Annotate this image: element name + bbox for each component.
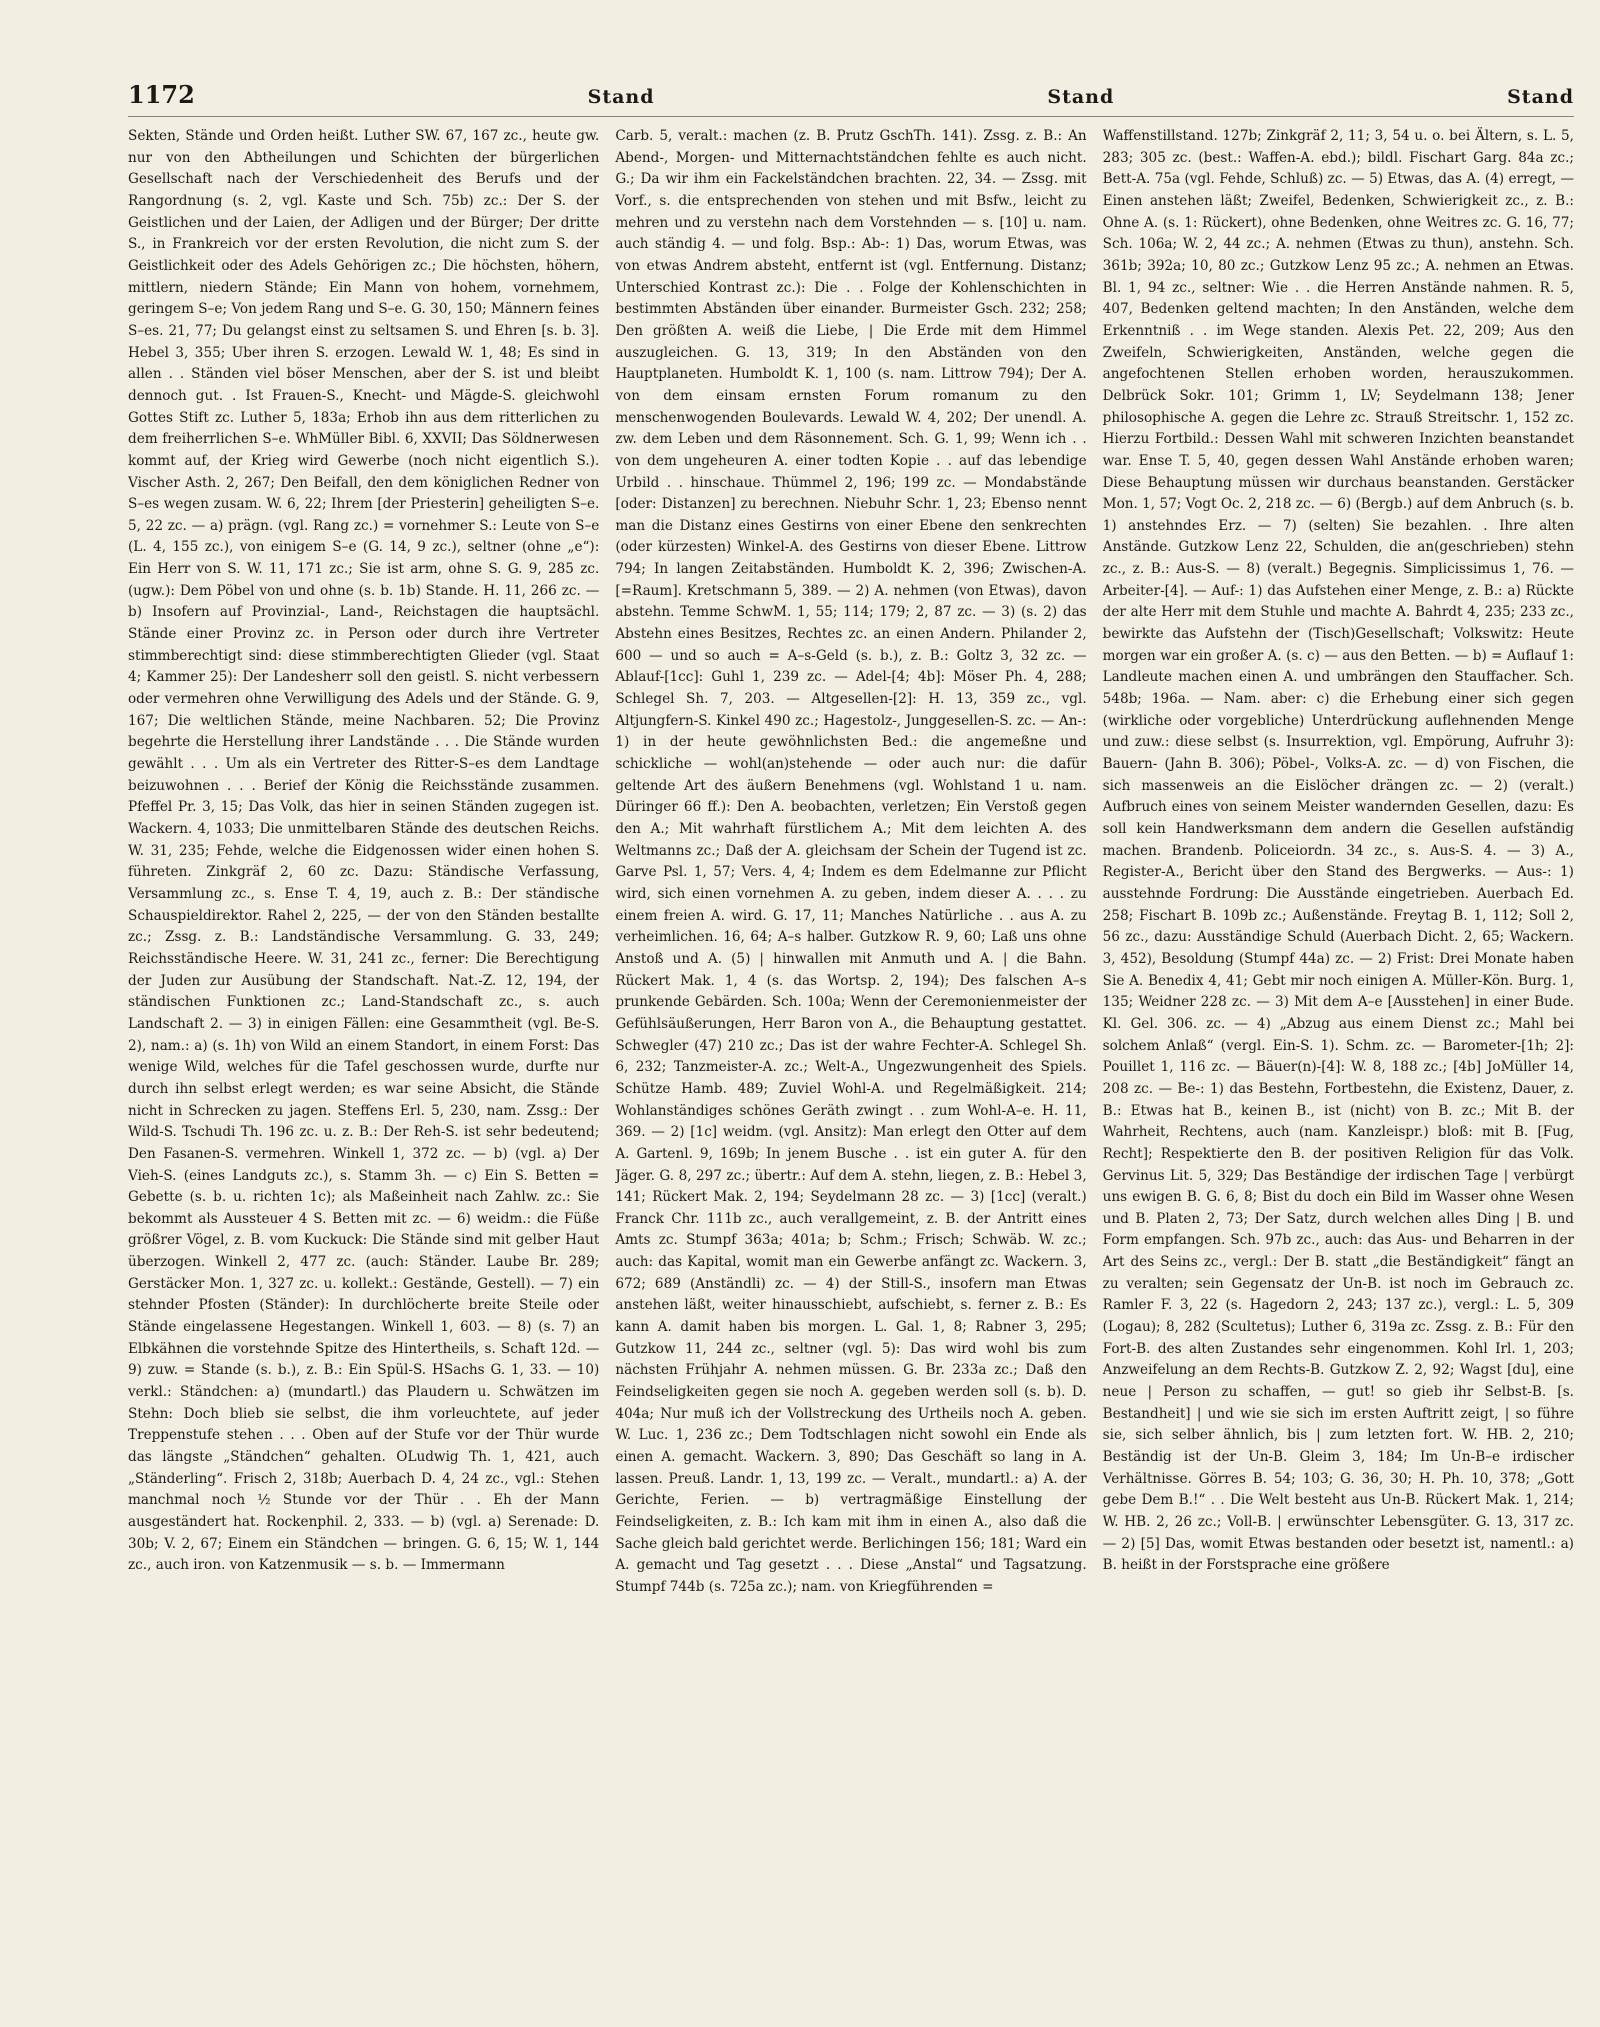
running-headword-right: Stand bbox=[1507, 86, 1574, 108]
column-middle: Carb. 5, veralt.: machen (z. B. Prutz GschTh. 141). Zssg. z. B.: An Abend-, Morgen- und Mitternachtständchen fehlte es auch nicht. G.; Da wir ihm ein Fackelständchen brachten. 22, 34. — Zssg. mit Vorf., s. die entsprechenden von stehen und mit Bsfw., leicht zu mehren und zu verstehn nach dem Vorstehnden — s. [10] u. nam. auch ständig 4. — und folg. Bsp.: Ab-: 1) Das, worum Etwas, was von etwas Andrem absteht, entfernt ist (vgl. Entfernung. Distanz; Unterschied Kontrast zc.): Die . . Folge der Kohlenschichten in bestimmten Abständen über einander. Burmeister Gsch. 232; 258; Den größten A. weiß die Liebe, | Die Erde mit dem Himmel auszugleichen. G. 13, 319; In den Abständen von den Hauptplaneten. Humboldt K. 1, 100 (s. nam. Littrow 794); Der A. von dem einsam ernsten Forum romanum zu den menschenwogenden Boulevards. Lewald W. 4, 202; Der unendl. A. zw. dem Leben und dem Räsonnement. Sch. G. 1, 99; Wenn ich . . von dem ungeheuren A. einer todten Kopie . . auf das lebendige Urbild . . hinschaue. Thümmel 2, 196; 199 zc. — Mondabstände [oder: Distanzen] zu berechnen. Niebuhr Schr. 1, 23; Ebenso nennt man die Distanz eines Gestirns von einer Ebene den senkrechten (oder kürzesten) Winkel-A. des Gestirns von dieser Ebene. Littrow 794; In langen Zeitabständen. Humboldt K. 2, 396; Zwischen-A. [=Raum]. Kretschmann 5, 389. — 2) A. nehmen (von Etwas), davon abstehn. Temme SchwM. 1, 55; 114; 179; 2, 87 zc. — 3) (s. 2) das Abstehn eines Besitzes, Rechtes zc. an einen Andern. Philander 2, 600 — und so auch = A–s-Geld (s. b.), z. B.: Goltz 3, 32 zc. — Ablauf-[1cc]: Guhl 1, 239 zc. — Adel-[4; 4b]: Möser Ph. 4, 288; Schlegel Sh. 7, 203. — Altgesellen-[2]: H. 13, 359 zc., vgl. Altjungfern-S. Kinkel 490 zc.; Hagestolz-, Junggesellen-S. zc. — An-: 1) in der heute gewöhnlichsten Bed.: die angemeßne und schickliche — wohl(an)stehende — oder auch nur: die dafür geltende Art des äußern Benehmens (vgl. Wohlstand 1 u. nam. Düringer 66 ff.): Den A. beobachten, verletzen; Ein Verstoß gegen den A.; Mit wahrhaft fürstlichem A.; Mit dem leichten A. des Weltmanns zc.; Daß der A. gleichsam der Schein der Tugend ist zc. Garve Psl. 1, 57; Vers. 4, 4; Indem es dem Edelmanne zur Pflicht wird, sich einen vornehmen A. zu geben, indem dieser A. . . . zu einem freien A. wird. G. 17, 11; Manches Natürliche . . aus A. zu verheimlichen. 16, 64; A–s halber. Gutzkow R. 9, 60; Laß uns ohne Anstoß und A. (5) | hinwallen mit Anmuth und A. | die Bahn. Rückert Mak. 1, 4 (s. das Wortsp. 2, 194); Des falschen A–s prunkende Gebärden. Sch. 100a; Wenn der Ceremonienmeister der Gefühlsäußerungen, Herr Baron von A., die Behauptung gestattet. Schwegler (47) 210 zc.; Das ist der wahre Fechter-A. Schlegel Sh. 6, 232; Tanzmeister-A. zc.; Welt-A., Ungezwungenheit des Spiels. Schütze Hamb. 489; Zuviel Wohl-A. und Regelmäßigkeit. 214; Wohlanständiges schönes Geräth zwingt . . zum Wohl-A–e. H. 11, 369. — 2) [1c] weidm. (vgl. Ansitz): Man erlegt den Otter auf dem A. Gartenl. 9, 169b; In jenem Busche . . ist ein guter A. für den Jäger. G. 8, 297 zc.; übertr.: Auf dem A. stehn, liegen, z. B.: Hebel 3, 141; Rückert Mak. 2, 194; Seydelmann 28 zc. — 3) [1cc] (veralt.) Franck Chr. 111b zc., auch verallgemeint, z. B. der Antritt eines Amts zc. Stumpf 363a; 401a; b; Schm.; Frisch; Schwäb. W. zc.; auch: das Kapital, womit man ein Gewerbe anfängt zc. Wackern. 3, 672; 689 (Anständli) zc. — 4) der Still-S., insofern man Etwas anstehen läßt, weiter hinausschiebt, aufschiebt, s. ferner z. B.: Es kann A. damit haben bis morgen. L. Gal. 1, 8; Rabner 3, 295; Gutzkow 11, 244 zc., seltner (vgl. 5): Das wird wohl bis zum nächsten Frühjahr A. nehmen müssen. G. Br. 233a zc.; Daß den Feindseligkeiten gegen sie noch A. gegeben werden soll (s. b). D. 404a; Nur muß ich der Vollstreckung des Urtheils noch A. geben. W. Luc. 1, 236 zc.; Dem Todtschlagen nicht sowohl ein Ende als einen A. gemacht. Wackern. 3, 890; Das Geschäft so lang in A. lassen. Preuß. Landr. 1, 13, 199 zc. — Veralt., mundartl.: a) A. der Gerichte, Ferien. — b) vertragmäßige Einstellung der Feindseligkeiten, z. B.: Ich kam mit ihm in einen A., also daß die Sache gleich bald gerichtet werde. Berlichingen 156; 181; Ward ein A. gemacht und Tag gesetzt . . . Diese „Anstal“ und Tagsatzung. Stumpf 744b (s. 725a zc.); nam. von Kriegführenden = bbox=[615, 128, 1087, 1595]
page-number: 1172 bbox=[128, 80, 195, 109]
running-headword-left: Stand bbox=[587, 86, 655, 108]
column-left: Sekten, Stände und Orden heißt. Luther SW. 67, 167 zc., heute gw. nur von den Abtheilungen und Schichten der bürgerlichen Gesellschaft nach der Verschiedenheit des Berufs und der Rangordnung (s. 2, vgl. Kaste und Sch. 75b) zc.: Der S. der Geistlichen und der Laien, der Adligen und der Bürger; Der dritte S., in Frankreich vor der ersten Revolution, die nicht zum S. der Geistlichkeit oder des Adels Gehörigen zc.; Die höchsten, höhern, mittlern, niedern Stände; Ein Mann von hohem, vornehmem, geringem S–e; Von jedem Rang und S–e. G. 30, 150; Männern feines S–es. 21, 77; Du gelangst einst zu seltsamen S. und Ehren [s. b. 3]. Hebel 3, 355; Uber ihren S. erzogen. Lewald W. 1, 48; Es sind in allen . . Ständen viel böser Menschen, aber der S. ist und bleibt dennoch gut. . Ist Frauen-S., Knecht- und Mägde-S. gleichwohl Gottes Stift zc. Luther 5, 183a; Erhob ihn aus dem ritterlichen zu dem freiherrlichen S–e. WhMüller Bibl. 6, XXVII; Das Söldnerwesen kommt auf, der Krieg wird Gewerbe (noch nicht eigentlich S.). Vischer Asth. 2, 267; Den Beifall, den dem königlichen Redner von S–es wegen zusam. W. 6, 22; Ihrem [der Priesterin] geheiligten S–e. 5, 22 zc. — a) prägn. (vgl. Rang zc.) = vornehmer S.: Leute von S–e (L. 4, 155 zc.), von einigem S–e (G. 14, 9 zc.), seltner (ohne „e“): Ein Herr von S. W. 11, 171 zc.; Sie ist arm, ohne S. G. 9, 285 zc. (ugw.): Dem Pöbel von und ohne (s. b. 1b) Stande. H. 11, 266 zc. — b) Insofern auf Provinzial-, Land-, Reichstagen die hauptsächl. Stände einer Provinz zc. in Person oder durch ihre Vertreter stimmberechtigt sind: diese stimmberechtigten Glieder (vgl. Staat 4; Kammer 25): Der Landesherr soll den geistl. S. nicht verbessern oder vermehren ohne Verwilligung des Adels und der Stände. G. 9, 167; Die weltlichen Stände, meine Nachbaren. 52; Die Provinz begehrte die Herstellung ihrer Landstände . . . Die Stände wurden gewählt . . . Um als ein Vertreter des Ritter-S–es dem Landtage beizuwohnen . . . Berief der König die Reichsstände zusammen. Pfeffel Pr. 3, 15; Das Volk, das hier in seinen Ständen zugegen ist. Wackern. 4, 1033; Die unmittelbaren Stände des deutschen Reichs. W. 31, 235; Fehde, welche die Eidgenossen wider einen hohen S. führeten. Zinkgräf 2, 60 zc. Dazu: Ständische Verfassung, Versammlung zc., s. Ense T. 4, 19, auch z. B.: Der ständische Schauspieldirektor. Rahel 2, 225, — der von den Ständen bestallte zc.; Zssg. z. B.: Landständische Versammlung. G. 33, 249; Reichsständische Heere. W. 31, 241 zc., ferner: Die Berechtigung der Juden zur Ausübung der Standschaft. Nat.-Z. 12, 194, der ständischen Funktionen zc.; Land-Standschaft zc., s. auch Landschaft 2. — 3) in einigen Fällen: eine Gesammtheit (vgl. Be-S. 2), nam.: a) (s. 1h) von Wild an einem Standort, in einem Forst: Das wenige Wild, welches für die Tafel geschossen wurde, durfte nur durch ihn selbst erlegt werden; es war seine Absicht, die Stände nicht in Schrecken zu jagen. Steffens Erl. 5, 230, nam. Zssg.: Der Wild-S. Tschudi Th. 196 zc. u. z. B.: Der Reh-S. ist sehr bedeutend; Den Fasanen-S. vermehren. Winkell 1, 372 zc. — b) (vgl. a) Der Vieh-S. (eines Landguts zc.), s. Stamm 3h. — c) Ein S. Betten = Gebette (s. b. u. richten 1c); als Maßeinheit nach Zahlw. zc.: Sie bekommt als Aussteuer 4 S. Betten mit zc. — 6) weidm.: die Füße größrer Vögel, z. B. vom Kuckuck: Die Stände sind mit gelber Haut überzogen. Winkell 2, 477 zc. (auch: Ständer. Laube Br. 289; Gerstäcker Mon. 1, 327 zc. u. kollekt.: Gestände, Gestell). — 7) ein stehnder Pfosten (Ständer): In durchlöcherte breite Steile oder Stände eingelassene Hegestangen. Winkell 1, 603. — 8) (s. 7) an Elbkähnen die vorstehnde Spitze des Hintertheils, s. Schaft 12d. — 9) zuw. = Stande (s. b.), z. B.: Ein Spül-S. HSachs G. 1, 33. — 10) verkl.: Ständchen: a) (mundartl.) das Plaudern u. Schwätzen im Stehn: Doch blieb sie selbst, die ihm vorleuchtete, auf jeder Treppenstufe stehen . . . Oben auf der Stufe vor der Thür wurde das längste „Ständchen“ gehalten. OLudwig Th. 1, 421, auch „Ständerling“. Frisch 2, 318b; Auerbach D. 4, 24 zc., vgl.: Stehen manchmal noch ½ Stunde vor der Thür . . Eh der Mann ausgeständert hat. Rockenphil. 2, 333. — b) (vgl. a) Serenade: D. 30b; V. 2, 67; Einem ein Ständchen — bringen. G. 6, 15; W. 1, 144 zc., auch iron. von Katzenmusik — s. b. — Immermann bbox=[128, 128, 600, 1574]
column-right: Waffenstillstand. 127b; Zinkgräf 2, 11; 3, 54 u. o. bei Ältern, s. L. 5, 283; 305 zc. (best.: Waffen-A. ebd.); bildl. Fischart Garg. 84a zc.; Bett-A. 75a (vgl. Fehde, Schluß) zc. — 5) Etwas, das A. (4) erregt, — Einen anstehen läßt; Zweifel, Bedenken, Schwierigkeit zc., z. B.: Ohne A. (s. 1: Rückert), ohne Bedenken, ohne Weitres zc. G. 16, 77; Sch. 106a; W. 2, 44 zc.; A. nehmen (Etwas zu thun), anstehn. Sch. 361b; 392a; 10, 80 zc.; Gutzkow Lenz 95 zc.; A. nehmen an Etwas. Bl. 1, 94 zc., seltner: Wie . . die Herren Anstände nahmen. R. 5, 407, Bedenken geltend machten; In den Anständen, welche dem Erkenntniß . . im Wege standen. Alexis Pet. 22, 209; Aus den Zweifeln, Schwierigkeiten, Anständen, welche gegen die angefochtenen Stellen erhoben worden, herauszukommen. Delbrück Sokr. 101; Grimm 1, LV; Seydelmann 138; Jener philosophische A. gegen die Lehre zc. Strauß Streitschr. 1, 152 zc. Hierzu Fortbild.: Dessen Wahl mit schweren Inzichten beanstandet war. Ense T. 5, 40, gegen dessen Wahl Anstände erhoben waren; Diese Behauptung müssen wir durchaus beanstanden. Gerstäcker Mon. 1, 57; Vogt Oc. 2, 218 zc. — 6) (Bergb.) auf dem Anbruch (s. b. 1) anstehndes Erz. — 7) (selten) Sie bezahlen. . Ihre alten Anstände. Gutzkow Lenz 22, Schulden, die an(geschrieben) stehn zc., z. B.: Aus-S. — 8) (veralt.) Begegnis. Simplicissimus 1, 76. — Arbeiter-[4]. — Auf-: 1) das Aufstehen einer Menge, z. B.: a) Rückte der alte Herr mit dem Stuhle und machte A. Bahrdt 4, 235; 233 zc., bewirkte das Aufstehn der (Tisch)Gesellschaft; Volkswitz: Heute morgen war ein großer A. (s. c) — aus den Betten. — b) = Auflauf 1: Landleute machen einen A. und umbrängen den Stauffacher. Sch. 548b; 196a. — Nam. aber: c) die Erhebung einer sich gegen (wirkliche oder vorgebliche) Unterdrückung auflehnenden Menge und zuw.: diese selbst (s. Insurrektion, vgl. Empörung, Aufruhr 3): Bauern- (Jahn B. 306); Pöbel-, Volks-A. zc. — d) von Fischen, die sich massenweis an die Eislöcher drängen zc. — 2) (veralt.) Aufbruch eines von seinem Meister wandernden Gesellen, dazu: Es soll kein Handwerksmann dem andern die Gesellen aufständig machen. Brandenb. Policeiordn. 34 zc., s. Aus-S. 4. — 3) A., Register-A., Bericht über den Stand des Bergwerks. — Aus-: 1) ausstehnde Fordrung: Die Ausstände eingetrieben. Auerbach Ed. 258; Fischart B. 109b zc.; Außenstände. Freytag B. 1, 112; Soll 2, 56 zc., dazu: Ausständige Schuld (Auerbach Dicht. 2, 65; Wackern. 3, 452), Besoldung (Stumpf 44a) zc. — 2) Frist: Drei Monate haben Sie A. Benedix 4, 41; Gebt mir noch einigen A. Müller-Kön. Burg. 1, 135; Weidner 228 zc. — 3) Mit dem A–e [Ausstehen] in einer Bude. Kl. Gel. 306. zc. — 4) „Abzug aus einem Dienst zc.; Mahl bei solchem Anlaß“ (vergl. Ein-S. 1). Schm. zc. — Barometer-[1h; 2]: Pouillet 1, 116 zc. — Bäuer(n)-[4]: W. 8, 188 zc.; [4b] JoMüller 14, 208 zc. — Be-: 1) das Bestehn, Fortbestehn, die Existenz, Dauer, z. B.: Etwas hat B., keinen B., ist (nicht) von B. zc.; Mit B. der Wahrheit, Rechtens, auch (nam. Kanzleispr.) bloß: mit B. [Fug, Recht]; Respektierte den B. der positiven Religion für das Volk. Gervinus Lit. 5, 329; Das Beständige der irdischen Tage | verbürgt uns ewigen B. G. 6, 8; Bist du doch ein Bild im Wasser ohne Wesen und B. Platen 2, 73; Der Satz, durch welchen alles Ding | B. und Form empfangen. Sch. 97b zc., auch: das Aus- und Beharren in der Art des Seins zc., vergl.: Der B. statt „die Beständigkeit“ fängt an zu veralten; sein Gegensatz der Un-B. ist noch im Gebrauch zc. Ramler F. 3, 22 (s. Hagedorn 2, 243; 137 zc.), vergl.: L. 5, 309 (Logau); 8, 282 (Scultetus); Luther 6, 319a zc. Zssg. z. B.: Für den Fort-B. des alten Zustandes sehr eingenommen. Kohl Irl. 1, 203; Anzweifelung an dem Rechts-B. Gutzkow Z. 2, 92; Wagst [du], eine neue | Person zu schaffen, — gut! so gieb ihr Selbst-B. [s. Bestandheit] | und wie sie sich im ersten Auftritt zeigt, | so führe sie, sich selber ähnlich, bis | zum letzten fort. W. HB. 2, 210; Beständig ist der Un-B. Gleim 3, 184; Im Un-B–e irdischer Verhältnisse. Görres B. 54; 103; G. 36, 30; H. Ph. 10, 378; „Gott gebe Dem B.!“ . . Die Welt besteht aus Un-B. Rückert Mak. 1, 214; W. HB. 2, 26 zc.; Voll-B. | erwünschter Lebensgüter. G. 13, 317 zc. — 2) [5] Das, womit Etwas bestanden oder besetzt ist, namentl.: a) B. heißt in der Forstsprache eine größere bbox=[1102, 128, 1574, 1574]
running-headword-center: Stand bbox=[1047, 86, 1115, 108]
page-header bbox=[128, 80, 1574, 114]
header-rule bbox=[128, 116, 1574, 117]
text-columns bbox=[128, 126, 1574, 1997]
